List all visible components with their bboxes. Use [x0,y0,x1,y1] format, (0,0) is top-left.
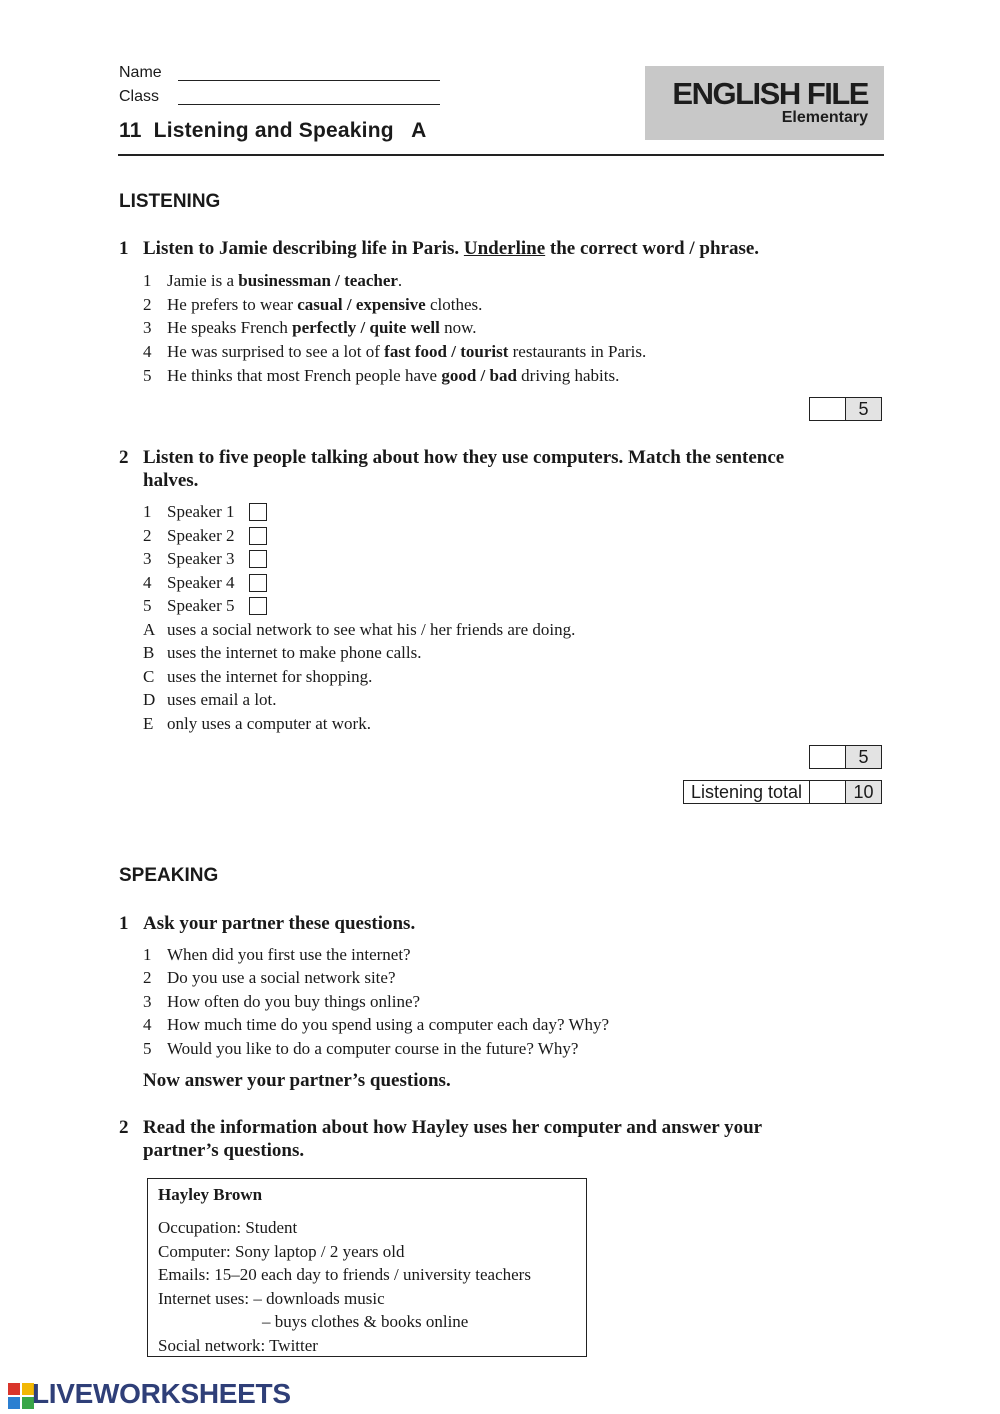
answer-box[interactable] [249,574,267,592]
score-input[interactable] [809,745,846,769]
info-computer: Computer: Sony laptop / 2 years old [158,1242,405,1261]
answer-box[interactable] [249,550,267,568]
speaking-q1 [119,912,879,936]
brand-sub: Elementary [781,109,868,126]
q2-line1: Read the information about how Hayley uses her computer and answer your [143,1117,763,1138]
info-box [147,1178,587,1357]
answer-box[interactable] [249,597,267,615]
info-internet-1: Internet uses: – downloads music [158,1289,385,1308]
q1-prefix: Listen to Jamie describing life in Paris. [143,238,460,259]
q-number: 1 [119,238,129,259]
speaking-heading: SPEAKING [119,865,219,886]
listening-heading: LISTENING [119,191,221,212]
brand-main: ENGLISH FILE [672,76,868,111]
q2-line2: halves. [143,470,199,491]
q2-line1: Listen to five people talking about how they use computers. Match the sentence [143,447,785,468]
q-instruction: Ask your partner these questions. [143,913,416,934]
score-input[interactable] [809,397,846,421]
name-line[interactable] [178,80,440,81]
choice-phrase[interactable]: businessman / teacher [238,271,398,290]
score-max: 5 [845,745,882,769]
score-input[interactable] [809,780,846,804]
info-occupation: Occupation: Student [158,1218,298,1237]
info-emails: Emails: 15–20 each day to friends / university teachers [158,1265,531,1284]
choice-phrase[interactable]: casual / expensive [297,295,426,314]
choice-phrase[interactable]: fast food / tourist [384,342,509,361]
listening-q1 [119,237,879,261]
q1-underline-word: Underline [463,238,546,259]
score-max: 5 [845,397,882,421]
info-name: Hayley Brown [158,1185,263,1204]
answer-box[interactable] [249,503,267,521]
header-rule [118,154,884,156]
q1-suffix: the correct word / phrase. [549,238,760,259]
score-max: 10 [845,780,882,804]
choice-phrase[interactable]: good / bad [441,366,517,385]
class-line[interactable] [178,104,440,105]
q-number: 2 [119,1117,129,1138]
listening-q2 [119,446,879,494]
speaking-followup: Now answer your partner’s questions. [143,1070,451,1091]
brand-logo [645,66,884,140]
q-number: 2 [119,447,129,468]
info-social: Social network: Twitter [158,1336,318,1355]
liveworksheets-logo-text: LIVEWORKSHEETS [32,1378,291,1409]
answer-box[interactable] [249,527,267,545]
q-number: 1 [119,913,129,934]
page-title: 11 Listening and Speaking A [119,119,427,142]
choice-phrase[interactable]: perfectly / quite well [292,318,440,337]
name-label: Name [119,64,162,81]
class-label: Class [119,88,160,105]
listening-total-label: Listening total [683,780,810,804]
q2-line2: partner’s questions. [143,1140,305,1161]
speaking-q2 [119,1116,879,1164]
info-internet-2: – buys clothes & books online [262,1312,469,1331]
